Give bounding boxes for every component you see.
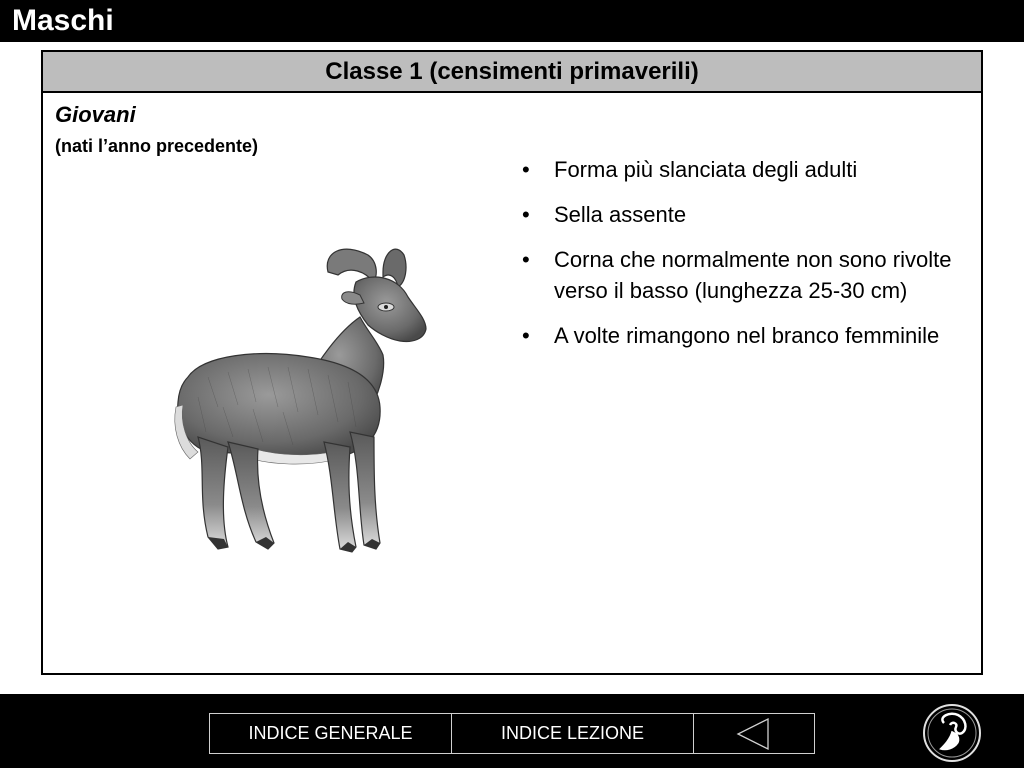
indice-generale-button[interactable]: INDICE GENERALE [210,714,452,753]
bottom-nav-bar [0,694,1024,768]
bullet-item: • Corna che normalmente non sono rivolte verso il basso (lunghezza 25-30 cm) [522,247,952,303]
bullet-item: • Forma più slanciata degli adulti [522,157,858,182]
hind-leg-1 [198,437,228,549]
section-subtitle: (nati l’anno precedente) [55,136,259,156]
bullet-item: • A volte rimangono nel branco femminile [522,323,940,348]
nav-buttons [209,713,815,754]
page-title: Maschi [12,4,114,37]
bullet-item: • Sella assente [522,202,687,227]
content-area [0,42,1024,694]
panel-header-text: Classe 1 (censimenti primaverili) [325,58,699,85]
title-bar [0,0,1024,42]
ram-head-logo-icon[interactable] [922,703,982,763]
bullet-list [516,154,956,365]
indice-lezione-button[interactable]: INDICE LEZIONE [452,714,694,753]
info-panel [41,50,983,675]
section-title: Giovani [55,102,136,127]
front-leg-2 [350,432,380,549]
front-leg-1 [324,442,356,552]
mouflon-illustration [128,237,438,577]
triangle-left-icon [736,717,770,751]
back-button[interactable] [694,714,814,753]
panel-header [43,52,981,93]
